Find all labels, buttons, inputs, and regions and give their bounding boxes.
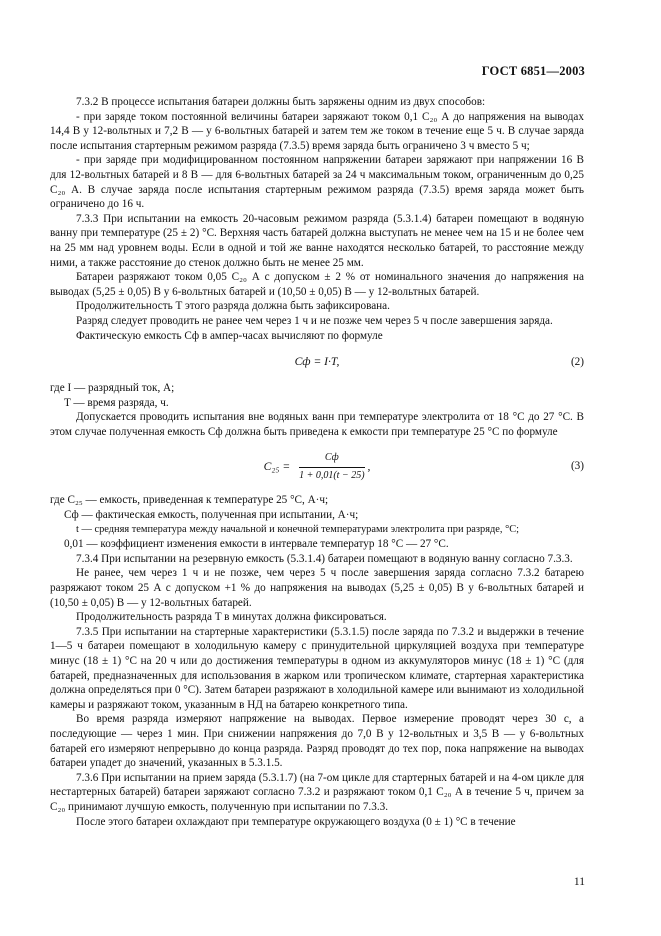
paragraph: - при заряде током постоянной величины батареи заряжают током 0,1 C₂₀ А до напряжения на выводах 14,4 В у 12-вольтных и 7,2 В — у 6-вольтных батарей и затем тем же током в течение еще 5 ч. В случае заряда после испытания стартерным режимом разряда (7.3.5) время заряда быть ограничено 3 ч вместо 5 ч; (50, 110, 584, 152)
paragraph: Фактическую емкость Cф в ампер-часах вычисляют по формуле (76, 329, 383, 342)
formula-2-number: (2) (570, 356, 584, 369)
paragraph: Не ранее, чем через 1 ч и не позже, чем через 5 ч после завершения заряда согласно 7.3.2 батарею разряжают током 25 А с допуском +1 % до напряжения на выводах (5,25 ± 0,05) В у 6-вольтных батарей и (10,50 ± 0,05) В — у 12-вольтных батарей. (50, 567, 584, 609)
document-body (50, 95, 584, 829)
paragraph: После этого батареи охлаждают при температуре окружающего воздуха (0 ± 1) °С в течение (76, 815, 516, 828)
formula-3-tail: , (367, 460, 371, 474)
paragraph: 7.3.6 При испытании на прием заряда (5.3.1.7) (на 7-ом цикле для стартерных батарей и на 4-ом цикле для нестартерных батарей) батареи заряжают согласно 7.3.2 и разряжают током 0,1 C₂₀ А в течение 5 ч, причем за C₂₀ принимают лучшую емкость, полученную при испытании по 7.3.3. (50, 771, 584, 813)
paragraph: 7.3.2 В процессе испытания батареи должны быть заряжены одним из двух способов: (76, 96, 486, 108)
definition: Cф — фактическая емкость, полученная при испытании, А·ч; (64, 509, 359, 522)
definition: где I — разрядный ток, А; (50, 382, 175, 395)
formula-3-fraction (299, 451, 364, 483)
definition: 0,01 — коэффициент изменения емкости в интервале температур 18 °С — 27 °С. (64, 538, 449, 551)
paragraph: 7.3.4 При испытании на резервную емкость (5.3.1.4) батареи помещают в водяную ванну согласно 7.3.3. (76, 552, 573, 565)
formula-2-expression: Cф = I·T, (294, 355, 340, 369)
definition: t — средняя температура между начальной и конечной температурами электролита при разряде, °С; (76, 523, 520, 535)
definition: T — время разряда, ч. (64, 396, 169, 409)
paragraph: 7.3.5 При испытании на стартерные характеристики (5.3.1.5) после заряда по 7.3.2 и выдержки в течение 1—5 ч батареи помещают в холодильную камеру с принудительной циркуляцией воздуха при температуре минус (18 ± 1) °С на 20 ч или до достижения температуры в одном из аккумуляторов минус (18 ± 1) °С (для батарей, предназначенных для использования в жарком или тропическом климате, стартерная характеристика должна определяться при 0 °С). Затем батареи разряжают в холодильной камере или вынимают из холодильной камеры и разряжают током, указанным в НД на батарею конкретного типа. (50, 625, 585, 711)
formula-3-denominator: 1 + 0,01(t − 25) (299, 470, 365, 482)
page-number: 11 (573, 876, 585, 888)
formula-3-number: (3) (570, 460, 584, 473)
paragraph: Батареи разряжают током 0,05 C₂₀ А с допуском ± 2 % от номинального значения до напряжения на выводах (5,25 ± 0,05) В у 6-вольтных батарей и (10,50 ± 0,05) В — у 12-вольтных батарей. (50, 271, 584, 298)
paragraph: Разряд следует проводить не ранее чем через 1 ч и не позже чем через 5 ч после завершения заряда. (76, 314, 553, 327)
definition: где C₂₅ — емкость, приведенная к температуре 25 °С, А·ч; (50, 494, 329, 507)
paragraph: Продолжительность T этого разряда должна быть зафиксирована. (76, 300, 390, 313)
paragraph: Допускается проводить испытания вне водяных ванн при температуре электролита от 18 °С до 27 °С. В этом случае полученная емкость Cф должна быть приведена к емкости при температуре 25 °С по формуле (50, 411, 584, 438)
paragraph: Во время разряда измеряют напряжение на выводах. Первое измерение проводят через 30 с, а последующие — через 1 мин. При снижении напряжения до 7,0 В у 12-вольтных и 3,5 В — у 6-вольтных батарей его измеряют непрерывно до конца разряда. Разряд проводят до тех пор, пока напряжение на выводах батареи упадет до значений, указанных в 5.3.1.5. (50, 713, 584, 770)
formula-3-numerator: Cф (299, 451, 364, 468)
paragraph: 7.3.3 При испытании на емкость 20-часовым режимом разряда (5.3.1.4) батареи помещают в водяную ванну при температуре (25 ± 2) °С. Верхняя часть батарей должна выступать не менее чем на 15 и не более чем на 25 мм над уровнем воды. Если в одной и той же ванне находятся несколько батарей, то расстояние между ними, а также расстояние до стенок должно быть не менее 25 мм. (50, 212, 584, 269)
formula-3 (50, 443, 584, 489)
document-code: ГОСТ 6851—2003 (481, 64, 585, 78)
paragraph: - при заряде при модифицированном постоянном напряжении батареи заряжают при напряжении 16 В для 12-вольтных батарей и 8 В — для 6-вольтных батарей за 24 ч максимальным током, ограниченным до 0,25 C₂₀ А. В случае заряда после испытания стартерным режимом разряда (7.3.5) время заряда может быть ограничено до 16 ч. (50, 154, 584, 211)
paragraph: Продолжительность разряда T в минутах должна фиксироваться. (76, 611, 387, 624)
formula-2 (50, 347, 584, 377)
formula-3-lhs: C₂₅ = (263, 460, 291, 474)
